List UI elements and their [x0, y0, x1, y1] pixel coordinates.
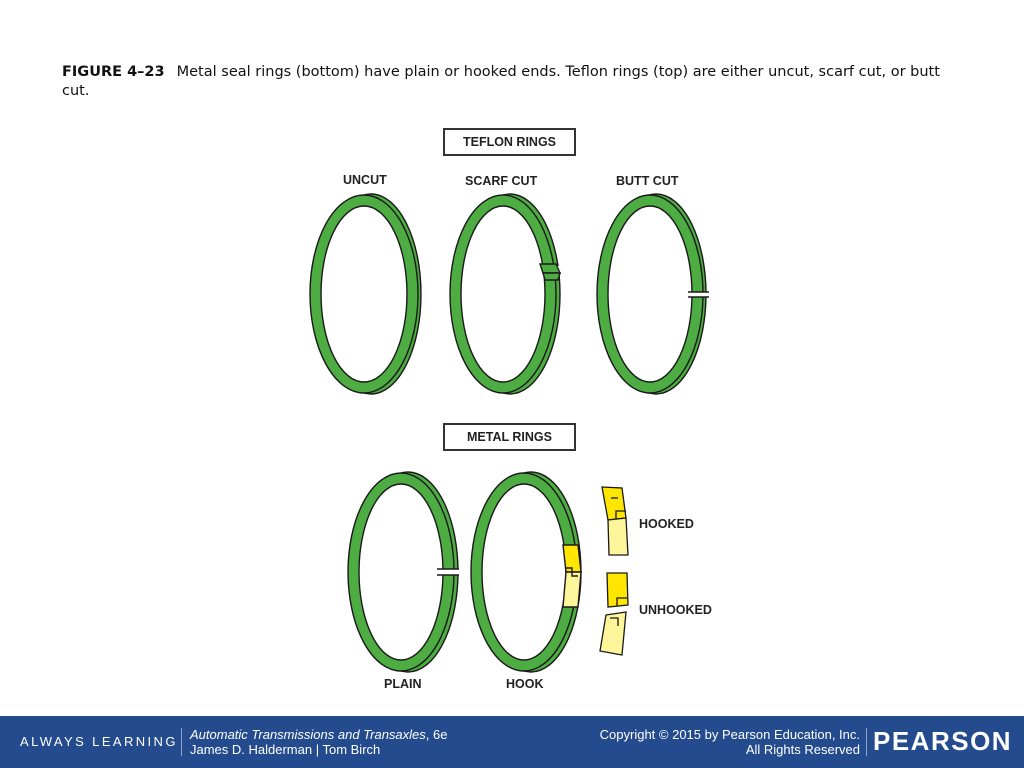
metal-rings-heading: METAL RINGS [443, 423, 576, 451]
hooked-joint-detail [602, 487, 628, 555]
uncut-ring [310, 194, 421, 394]
figure-caption-text: Metal seal rings (bottom) have plain or hooked ends. Teflon rings (top) are either uncut, scarf cut, or butt cut. [62, 64, 940, 99]
unhooked-joint-detail [600, 573, 628, 655]
butt-cut-ring [597, 194, 709, 394]
plain-label: PLAIN [384, 677, 422, 691]
rights-line: All Rights Reserved [745, 742, 860, 757]
book-authors: James D. Halderman | Tom Birch [190, 742, 381, 757]
footer-divider [181, 728, 182, 756]
pearson-logo: PEARSON [873, 726, 1013, 756]
unhooked-label: UNHOOKED [639, 603, 712, 617]
footer-divider-right [866, 728, 867, 756]
hook-ring [471, 472, 581, 672]
always-learning-tagline: ALWAYS LEARNING [20, 734, 178, 749]
uncut-label: UNCUT [343, 173, 387, 187]
copyright-notice [600, 727, 860, 757]
copyright-line: Copyright © 2015 by Pearson Education, Inc. [599, 727, 860, 742]
book-edition: , 6e [425, 727, 448, 742]
butt-cut-label: BUTT CUT [616, 174, 679, 188]
scarf-cut-label: SCARF CUT [465, 174, 538, 188]
footer-bar [0, 716, 1024, 768]
hooked-label: HOOKED [639, 517, 694, 531]
plain-ring [348, 472, 460, 672]
scarf-cut-ring [450, 194, 562, 394]
book-info [190, 727, 447, 757]
teflon-rings-heading: TEFLON RINGS [443, 128, 576, 156]
hook-label: HOOK [506, 677, 544, 691]
figure-number: FIGURE 4–23 [62, 64, 165, 80]
book-title: Automatic Transmissions and Transaxles [190, 727, 426, 742]
